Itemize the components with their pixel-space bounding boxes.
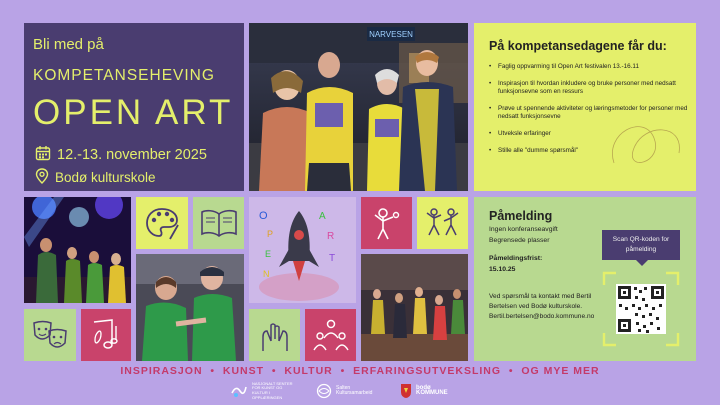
hands-tile: [249, 309, 300, 361]
benefit-list: [489, 63, 689, 163]
qr-code[interactable]: [602, 271, 680, 347]
places-text: Begrensede plasser: [489, 237, 550, 244]
title-tile: [24, 23, 244, 191]
dancers-tile: [417, 197, 468, 249]
logo-text: NASJONALT SENTER FOR KUNST OG KULTUR I OPPLÆRINGEN: [252, 380, 293, 400]
dancers-icon: [424, 205, 462, 241]
logo-salten: [316, 383, 380, 399]
open-book-icon: [200, 208, 238, 238]
location-row: [35, 168, 156, 187]
date-row: [35, 145, 207, 165]
list-item: • Utveksle erfaringer: [489, 130, 689, 139]
logo-text: Salten Kultursamarbeid: [336, 385, 373, 396]
list-item: • Stille alle "dumme spørsmål": [489, 147, 689, 156]
artwork-letter: T: [329, 253, 336, 264]
benefits-tile: [474, 23, 696, 191]
artwork-letter: R: [327, 231, 335, 242]
deadline-label: Påmeldingsfrist:: [489, 255, 543, 262]
qr-callout: Scan QR-koden for påmelding: [602, 230, 680, 260]
logo-text: bodø KOMMUNE: [416, 385, 448, 396]
theater-masks-icon: [31, 319, 69, 351]
music-tile: [81, 309, 131, 361]
date-text: 12.-13. november 2025: [57, 147, 207, 163]
photo-concert: [24, 197, 131, 303]
location-pin-icon: [35, 168, 49, 187]
fee-text: Ingen konferanseavgift: [489, 226, 558, 233]
partner-logos: [230, 380, 490, 402]
photo-dancing-pair: [136, 254, 244, 361]
music-notes-icon: [88, 318, 124, 352]
artwork-rocket: [249, 197, 356, 303]
list-item: • Prøve ut spennende aktiviteter og læringsmetoder for personer med nedsatt funksjonsevne: [489, 105, 689, 122]
tagline: INSPIRASJON • KUNST • KULTUR • ERFARINGSUTVEKSLING • OG MYE MER: [120, 365, 600, 377]
event-name: OPEN ART: [33, 93, 234, 132]
contact-text: Ved spørsmål ta kontakt med Bertil Bertelsen ved Bodø kulturskole. Bertil.bertelsen@bodo.kommune.no: [489, 293, 595, 321]
group-tile: [305, 309, 356, 361]
singer-tile: [361, 197, 412, 249]
artwork-letter: P: [267, 229, 274, 239]
theater-masks-tile: [24, 309, 76, 361]
logo-kunst-og-kultur: [230, 382, 296, 400]
benefits-title: På kompetansedagene får du:: [489, 39, 667, 53]
art-palette-tile: [136, 197, 188, 249]
artwork-letter: E: [265, 249, 272, 259]
list-item: • Faglig oppvarming til Open Art festivalen 13.-16.11: [489, 63, 689, 72]
location-text: Bodø kulturskole: [55, 170, 156, 185]
singer-icon: [369, 205, 405, 241]
palette-icon: [144, 205, 180, 241]
artwork-letter: O: [259, 210, 268, 222]
salten-logo-icon: [316, 383, 332, 399]
bodo-coat-of-arms-icon: [400, 383, 412, 399]
artwork-letter: A: [319, 211, 326, 222]
calendar-icon: [35, 145, 51, 165]
logo-bodo-kommune: [400, 383, 460, 399]
kicker-text: Bli med på: [33, 36, 104, 53]
kunst-og-kultur-logo-icon: [230, 383, 248, 399]
photo-people-walking: [249, 23, 468, 191]
book-tile: [193, 197, 244, 249]
shop-sign-text: NARVESEN: [369, 30, 413, 39]
hands-icon: [257, 317, 293, 353]
deadline-date: 15.10.25: [489, 266, 516, 273]
group-icon: [312, 318, 350, 352]
list-item: • Inspirasjon til hvordan inkludere og bruke personer med nedsatt funksjonsevne som en ressurs: [489, 80, 689, 97]
artwork-letter: N: [263, 269, 270, 279]
heading-text: KOMPETANSEHEVING: [33, 67, 215, 84]
signup-tile: [474, 197, 696, 361]
signup-title: Påmelding: [489, 209, 553, 223]
photo-dancing-crowd: [361, 254, 468, 361]
